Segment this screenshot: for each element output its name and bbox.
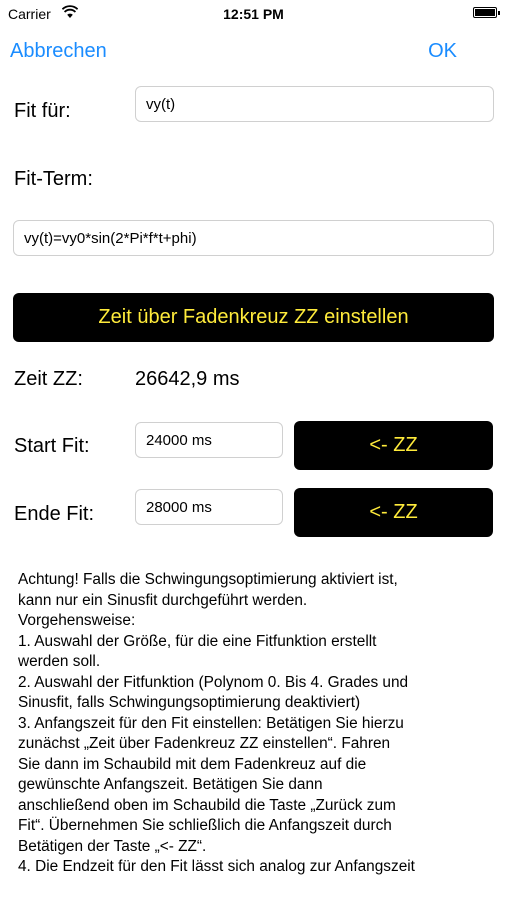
end-fit-label: Ende Fit: [14, 503, 95, 525]
set-time-crosshair-label: Zeit über Fadenkreuz ZZ einstellen [98, 306, 409, 328]
ok-button[interactable]: OK [428, 40, 457, 62]
start-fit-field[interactable] [135, 422, 283, 458]
start-fit-from-zz-label: <- ZZ [369, 434, 418, 456]
set-time-crosshair-button[interactable] [13, 293, 494, 342]
status-bar [0, 0, 507, 28]
end-fit-from-zz-button[interactable] [294, 488, 493, 537]
fit-term-field[interactable] [13, 220, 494, 256]
time-zz-label: Zeit ZZ: [14, 368, 83, 390]
fit-for-value: vy(t) [146, 95, 176, 113]
fit-term-label: Fit-Term: [14, 168, 93, 190]
end-fit-field[interactable] [135, 489, 283, 525]
fit-for-field[interactable] [135, 86, 494, 122]
carrier-label: Carrier [8, 6, 51, 22]
end-fit-from-zz-label: <- ZZ [369, 501, 418, 523]
time-zz-value: 26642,9 ms [135, 368, 240, 390]
end-fit-value: 28000 ms [146, 498, 212, 516]
start-fit-label: Start Fit: [14, 435, 90, 457]
battery-icon [473, 7, 497, 18]
fit-for-label: Fit für: [14, 100, 71, 122]
start-fit-value: 24000 ms [146, 431, 212, 449]
fit-term-value: vy(t)=vy0*sin(2*Pi*f*t+phi) [24, 229, 197, 247]
clock: 12:51 PM [223, 6, 284, 22]
cancel-button[interactable]: Abbrechen [10, 40, 107, 62]
instructions-text: Achtung! Falls die Schwingungsoptimierung aktiviert ist, kann nur ein Sinusfit durchgeführt werden. Vorgehensweise: 1. Auswahl der Größe, für die eine Fitfunktion erstellt werden soll. 2. Auswahl der Fitfunktion (Polynom 0. Bis 4. Grades und Sinusfit, falls Schwingungsoptimierung deaktiviert) 3. Anfangszeit für den Fit einstellen: Betätigen Sie hierzu zunächst „Zeit über Fadenkreuz ZZ einstellen“. Fahren Sie dann im Schaubild mit dem Fadenkreuz auf die gewünschte Anfangszeit. Betätigen Sie dann anschließend oben im Schaubild die Taste „Zurück zum Fit“. Übernehmen Sie schließlich die Anfangszeit durch Betätigen der Taste „<- ZZ“. 4. Die Endzeit für den Fit lässt sich analog zur Anfangszeit [18, 571, 415, 875]
start-fit-from-zz-button[interactable] [294, 421, 493, 470]
